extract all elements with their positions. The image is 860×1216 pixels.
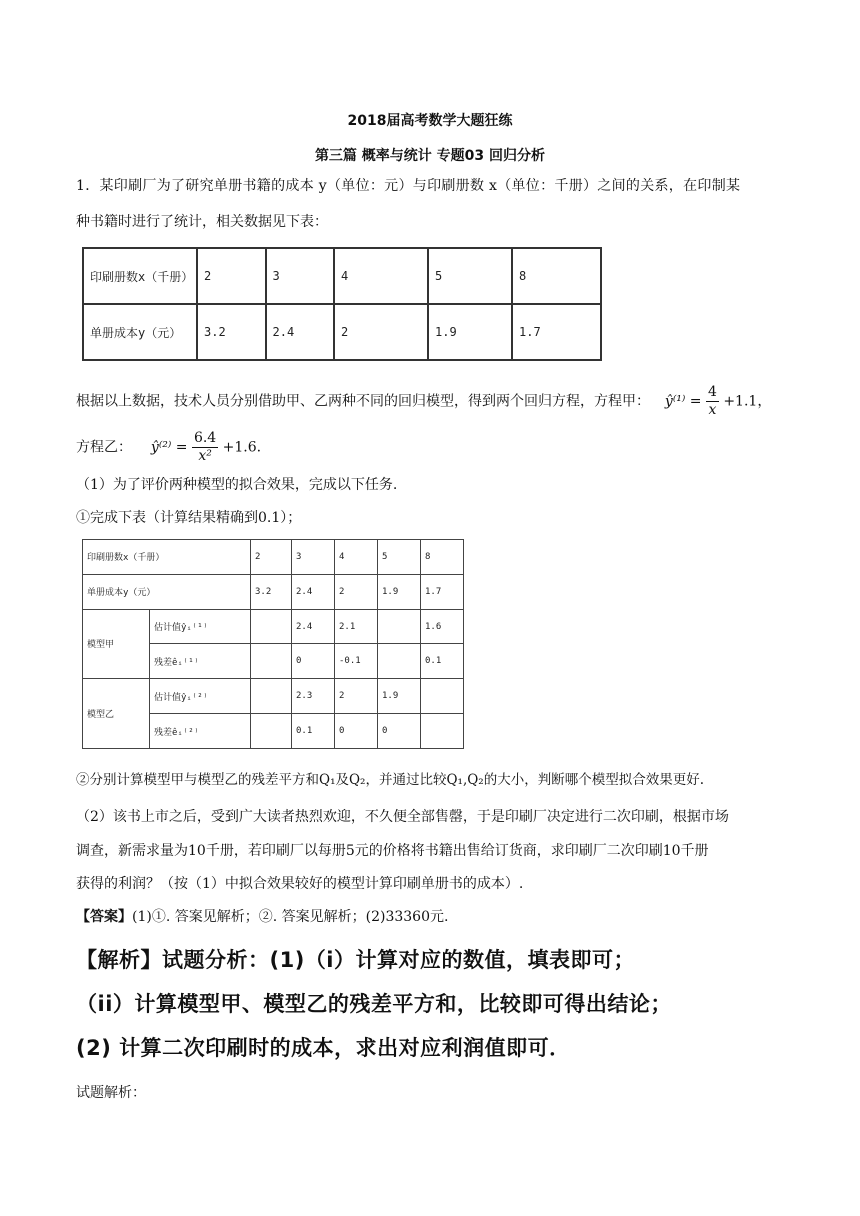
table-cell: 3 (266, 248, 335, 304)
eq2-denominator: x² (198, 448, 212, 464)
table-cell: 2 (334, 304, 428, 360)
problem-intro-line2: 种书籍时进行了统计，相关数据见下表： (76, 214, 328, 230)
data-table (82, 247, 602, 361)
table-row (83, 304, 601, 360)
table-cell: 1.6 (421, 609, 464, 644)
table-cell (421, 679, 464, 714)
table-cell (251, 644, 292, 679)
eq1-denominator: x (708, 402, 717, 418)
res-label-a: 残差êᵢ⁽¹⁾ (150, 644, 251, 679)
table-cell: 1.9 (378, 574, 421, 609)
answer-line (76, 906, 448, 926)
part2-line3: 获得的利润？（按（1）中拟合效果较好的模型计算印刷单册书的成本）. (76, 876, 524, 892)
table-cell: 4 (335, 540, 378, 575)
table-cell: 2.3 (292, 679, 335, 714)
model-text-a: 根据以上数据，技术人员分别借助甲、乙两种不同的回归模型，得到两个回归方程，方程甲： (76, 393, 650, 410)
residual-table (82, 539, 464, 749)
model-equation-line2 (76, 430, 261, 465)
table-cell: 4 (334, 248, 428, 304)
eq2-fraction (192, 430, 218, 465)
table-row (83, 574, 464, 609)
eq2-lhs: ŷ⁽²⁾ = (150, 439, 188, 456)
model-equation-line1 (76, 384, 771, 419)
est-label-a: 估计值ŷᵢ⁽¹⁾ (150, 609, 251, 644)
table-cell: 8 (512, 248, 601, 304)
analysis-line1: 【解析】试题分析：(1)（i）计算对应的数值，填表即可； (76, 948, 636, 972)
answer-text: (1)①. 答案见解析；②. 答案见解析；(2)33360元. (132, 909, 449, 925)
table-cell: 1.7 (421, 574, 464, 609)
table-cell: 0.1 (421, 644, 464, 679)
document-subtitle: 第三篇 概率与统计 专题03 回归分析 (314, 148, 546, 164)
table-header-x: 印刷册数x（千册） (83, 248, 197, 304)
table-cell: 2 (251, 540, 292, 575)
table-cell (251, 609, 292, 644)
table-cell: 0.1 (292, 714, 335, 749)
part2-line2: 调查，新需求量为10千册，若印刷厂以每册5元的价格将书籍出售给订货商，求印刷厂二次印刷10千册 (76, 843, 709, 859)
table-header-y: 单册成本y（元） (83, 574, 251, 609)
table-cell: 3.2 (197, 304, 266, 360)
table-row (83, 540, 464, 575)
table-cell: 8 (421, 540, 464, 575)
table-header-x: 印刷册数x（千册） (83, 540, 251, 575)
part2-line1: （2）该书上市之后，受到广大读者热烈欢迎，不久便全部售罄，于是印刷厂决定进行二次印刷，根据市场 (76, 809, 729, 825)
analysis-footer: 试题解析： (76, 1085, 146, 1101)
table-cell: 3 (292, 540, 335, 575)
table-cell: 2.4 (266, 304, 335, 360)
table-cell: 2.4 (292, 609, 335, 644)
table-cell: 2.4 (292, 574, 335, 609)
table-cell: 0 (292, 644, 335, 679)
eq1-numerator: 4 (707, 384, 717, 400)
table-cell (378, 644, 421, 679)
table-cell: 5 (428, 248, 512, 304)
table-cell: 2.1 (335, 609, 378, 644)
model-b-label: 模型乙 (83, 679, 150, 749)
eq1-tail: +1.1， (723, 393, 772, 410)
problem-intro-line1: 1．某印刷厂为了研究单册书籍的成本 y（单位：元）与印刷册数 x（单位：千册）之间的关系，在印制某 (76, 178, 741, 194)
table-row (83, 679, 464, 714)
table-cell: 1.7 (512, 304, 601, 360)
table-header-y: 单册成本y（元） (83, 304, 197, 360)
table-row (83, 609, 464, 644)
table-row (83, 248, 601, 304)
eq1-lhs: ŷ⁽¹⁾ = (664, 393, 702, 410)
table-cell: 1.9 (378, 679, 421, 714)
answer-label: 【答案】 (76, 909, 132, 925)
table-cell: 1.9 (428, 304, 512, 360)
table-cell: 3.2 (251, 574, 292, 609)
model-text-b: 方程乙： (76, 439, 132, 456)
table-cell (251, 714, 292, 749)
table-cell (421, 714, 464, 749)
table-cell: 2 (335, 574, 378, 609)
est-label-b: 估计值ŷᵢ⁽²⁾ (150, 679, 251, 714)
table-cell (378, 609, 421, 644)
eq2-numerator: 6.4 (193, 430, 217, 446)
analysis-line3: (2) 计算二次印刷时的成本，求出对应利润值即可． (76, 1036, 571, 1060)
document-title: 2018届高考数学大题狂练 (347, 113, 513, 129)
analysis-line2: （ii）计算模型甲、模型乙的残差平方和，比较即可得出结论； (76, 992, 672, 1016)
table-cell (251, 679, 292, 714)
table-cell: -0.1 (335, 644, 378, 679)
table-cell: 2 (335, 679, 378, 714)
model-a-label: 模型甲 (83, 609, 150, 679)
table-cell: 2 (197, 248, 266, 304)
table-cell: 5 (378, 540, 421, 575)
table-cell: 0 (378, 714, 421, 749)
table-cell: 0 (335, 714, 378, 749)
part1-text: （1）为了评价两种模型的拟合效果，完成以下任务. (76, 477, 398, 493)
eq2-tail: +1.6. (222, 439, 262, 456)
task2-text: ②分别计算模型甲与模型乙的残差平方和Q₁及Q₂，并通过比较Q₁,Q₂的大小，判断哪个模型拟合效果更好. (76, 772, 704, 788)
eq1-fraction (706, 384, 719, 419)
task1-text: ①完成下表（计算结果精确到0.1）； (76, 510, 302, 526)
res-label-b: 残差êᵢ⁽²⁾ (150, 714, 251, 749)
